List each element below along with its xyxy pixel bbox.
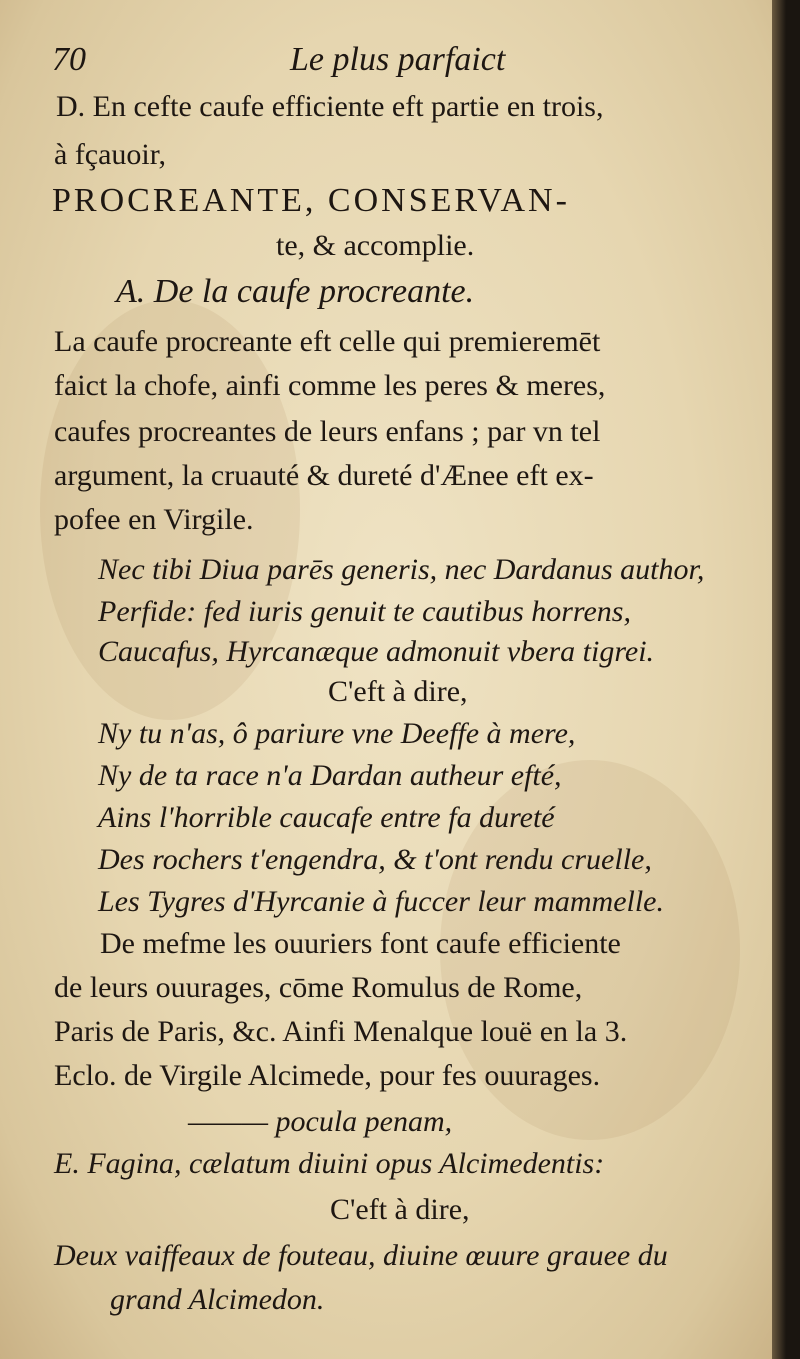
text-line: C'eft à dire, — [328, 675, 468, 708]
text-line: La caufe procreante eft celle qui premieremēt — [54, 325, 601, 358]
text-line: faict la chofe, ainfi comme les peres & meres, — [54, 369, 606, 402]
page-number: 70 — [52, 41, 86, 78]
text-line: Eclo. de Virgile Alcimede, pour fes ouurages. — [54, 1059, 601, 1092]
text-line: D. En cefte caufe efficiente eft partie en trois, — [56, 90, 604, 123]
text-line: Paris de Paris, &c. Ainfi Menalque louë en la 3. — [54, 1015, 628, 1048]
text-line: C'eft à dire, — [330, 1193, 470, 1226]
text-line: pofee en Virgile. — [54, 503, 254, 536]
text-line: A. De la caufe procreante. — [116, 273, 475, 310]
text-line: De mefme les ouuriers font caufe efficiente — [100, 927, 621, 960]
text-line: PROCREANTE, CONSERVAN- — [52, 182, 570, 219]
page-edge — [772, 0, 786, 1359]
text-line: te, & accomplie. — [276, 229, 475, 262]
text-line: Ains l'horrible caucafe entre fa dureté — [98, 801, 555, 834]
running-title: Le plus parfaict — [290, 41, 506, 78]
text-line: Des rochers t'engendra, & t'ont rendu cruelle, — [98, 843, 652, 876]
text-line: argument, la cruauté & dureté d'Ænee eft ex- — [54, 459, 594, 492]
text-line: Perfide: fed iuris genuit te cautibus horrens, — [98, 595, 631, 628]
text-line: grand Alcimedon. — [110, 1283, 325, 1316]
text-line: caufes procreantes de leurs enfans ; par vn tel — [54, 415, 601, 448]
text-line: Deux vaiffeaux de fouteau, diuine œuure grauee du — [54, 1239, 668, 1272]
text-line: Caucafus, Hyrcanæque admonuit vbera tigrei. — [98, 635, 655, 668]
text-line: Nec tibi Diua parēs generis, nec Dardanus author, — [98, 553, 705, 586]
text-line: Ny tu n'as, ô pariure vne Deeffe à mere, — [98, 717, 576, 750]
text-line: de leurs ouurages, cōme Romulus de Rome, — [54, 971, 583, 1004]
text-line: Ny de ta race n'a Dardan autheur efté, — [98, 759, 562, 792]
text-line: ——— pocula penam, — [188, 1105, 453, 1138]
text-line: E. Fagina, cælatum diuini opus Alcimedentis: — [54, 1147, 605, 1180]
text-line: Les Tygres d'Hyrcanie à fuccer leur mammelle. — [98, 885, 665, 918]
text-line: à fçauoir, — [54, 138, 167, 171]
